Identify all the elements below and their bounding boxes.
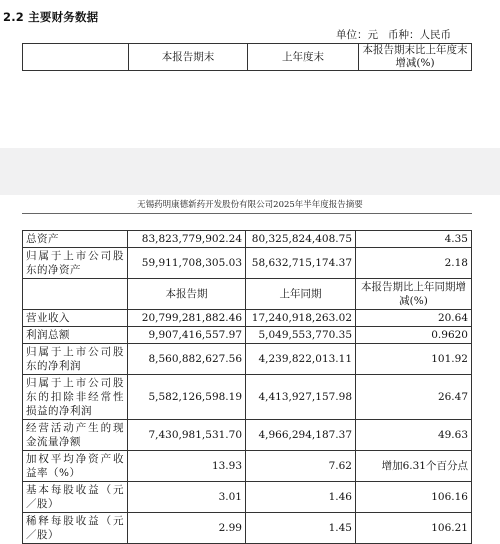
row-label: 经营活动产生的现金流量净额 — [23, 420, 128, 451]
prior-value: 4,239,822,013.11 — [246, 344, 356, 375]
row-label: 稀释每股收益（元／股） — [23, 513, 128, 544]
report-running-header: 无锡药明康德新药开发股份有限公司2025年半年度报告摘要 — [137, 200, 363, 210]
change-value: 101.92 — [356, 344, 472, 375]
prior-value: 1.46 — [246, 482, 356, 513]
table-row — [23, 482, 472, 513]
current-value: 7,430,981,531.70 — [128, 420, 246, 451]
row-label: 归属于上市公司股东的净资产 — [23, 248, 128, 279]
change-value: 49.63 — [356, 420, 472, 451]
current-value: 3.01 — [128, 482, 246, 513]
row-label: 基本每股收益（元／股） — [23, 482, 128, 513]
row-label: 利润总额 — [23, 327, 128, 344]
prior-value: 58,632,715,174.37 — [246, 248, 356, 279]
change-value: 2.18 — [356, 248, 472, 279]
change-value: 106.16 — [356, 482, 472, 513]
prior-value: 4,413,927,157.98 — [246, 375, 356, 420]
current-value: 20,799,281,882.46 — [128, 310, 246, 327]
header-cell-period-end: 本报告期末 — [129, 44, 248, 71]
current-value: 9,907,416,557.97 — [128, 327, 246, 344]
table-row — [23, 231, 472, 248]
change-value: 106.21 — [356, 513, 472, 544]
current-value: 83,823,779,902.24 — [128, 231, 246, 248]
table-row — [23, 344, 472, 375]
current-value: 8,560,882,627.56 — [128, 344, 246, 375]
row-label: 营业收入 — [23, 310, 128, 327]
table-header-row — [23, 44, 472, 71]
change-value: 0.9620 — [356, 327, 472, 344]
row-label: 加权平均净资产收益率（%） — [23, 451, 128, 482]
table-row — [23, 248, 472, 279]
header-cell-empty — [23, 279, 128, 310]
row-label: 总资产 — [23, 231, 128, 248]
unit-currency-note — [336, 27, 451, 42]
table-row — [23, 451, 472, 482]
page-gap — [0, 148, 500, 195]
header-cell-change-pct: 本报告期比上年同期增减(%) — [356, 279, 472, 310]
current-value: 59,911,708,305.03 — [128, 248, 246, 279]
current-value: 5,582,126,598.19 — [128, 375, 246, 420]
section-title: 2.2 主要财务数据 — [3, 10, 99, 24]
prior-value: 17,240,918,263.02 — [246, 310, 356, 327]
change-value: 4.35 — [356, 231, 472, 248]
header-cell-empty — [23, 44, 129, 71]
row-label: 归属于上市公司股东的扣除非经常性损益的净利润 — [23, 375, 128, 420]
financial-header-table — [22, 43, 472, 71]
table-row — [23, 310, 472, 327]
change-value: 20.64 — [356, 310, 472, 327]
prior-value: 80,325,824,408.75 — [246, 231, 356, 248]
currency-label: 币种：人民币 — [388, 29, 451, 41]
main-financial-table — [22, 230, 472, 544]
table-row — [23, 513, 472, 544]
header-cell-current-period: 本报告期 — [128, 279, 246, 310]
prior-value: 1.45 — [246, 513, 356, 544]
prior-value: 5,049,553,770.35 — [246, 327, 356, 344]
unit-label: 单位：元 — [336, 29, 378, 41]
prior-value: 4,966,294,187.37 — [246, 420, 356, 451]
current-value: 2.99 — [128, 513, 246, 544]
table-row — [23, 420, 472, 451]
header-rule — [22, 213, 472, 214]
header-cell-prior-year-end: 上年度末 — [248, 44, 359, 71]
table-row — [23, 375, 472, 420]
table-row — [23, 327, 472, 344]
row-label: 归属于上市公司股东的净利润 — [23, 344, 128, 375]
current-value: 13.93 — [128, 451, 246, 482]
header-cell-change-pct: 本报告期末比上年度末增减(%) — [359, 44, 472, 71]
header-cell-prior-period: 上年同期 — [246, 279, 356, 310]
prior-value: 7.62 — [246, 451, 356, 482]
change-value: 增加6.31个百分点 — [356, 451, 472, 482]
change-value: 26.47 — [356, 375, 472, 420]
table-header-row — [23, 279, 472, 310]
